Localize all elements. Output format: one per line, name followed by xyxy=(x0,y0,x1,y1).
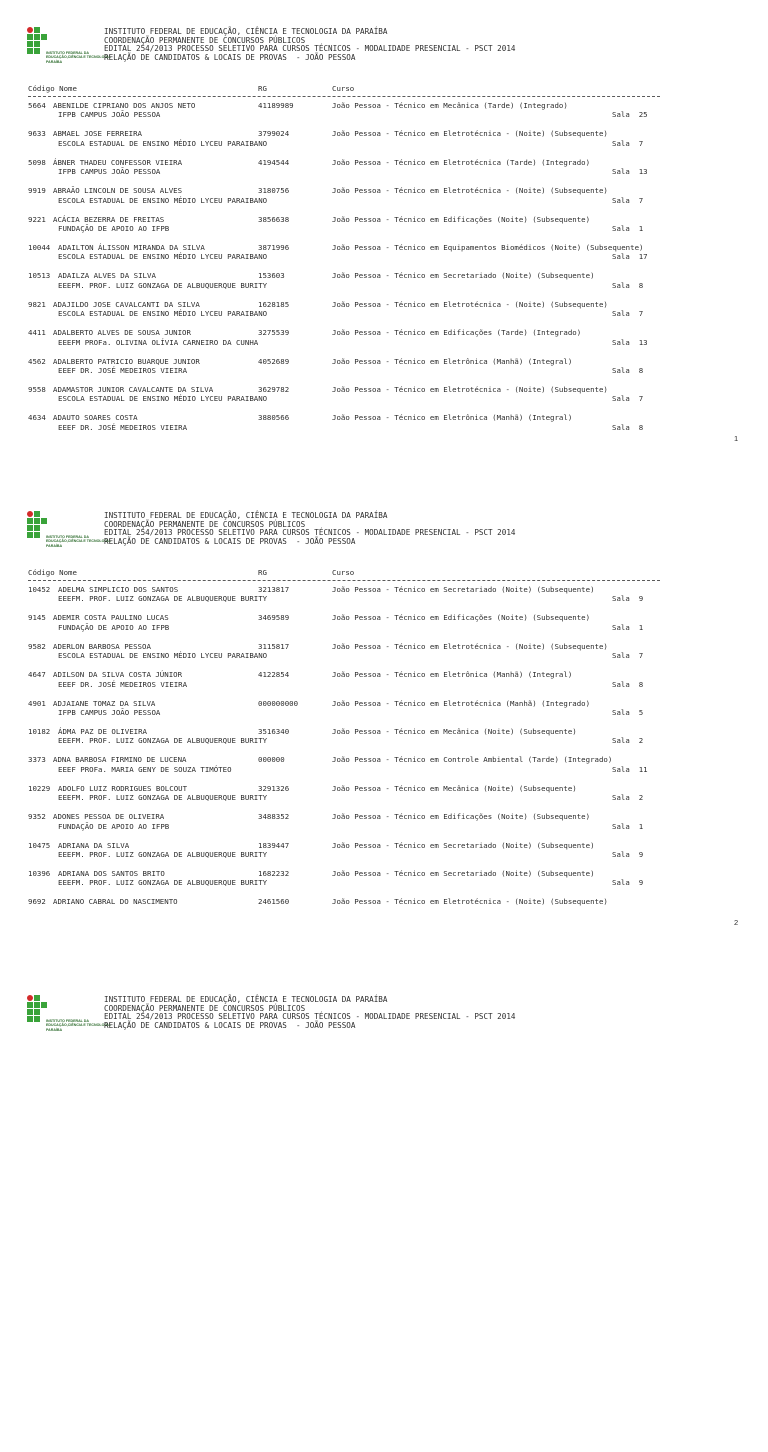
exam-room: Sala 1 xyxy=(612,622,644,632)
candidate-record xyxy=(0,186,768,206)
candidate-name: ADELMA SIMPLICIO DOS SANTOS xyxy=(58,585,179,594)
candidate-rg: 3799024 xyxy=(258,129,290,139)
col-header-rg: RG xyxy=(258,568,267,577)
header-line: RELAÇÃO DE CANDIDATOS & LOCAIS DE PROVAS - JOÃO PESSOA xyxy=(104,52,356,62)
exam-location: EEEFM. PROF. LUIZ GONZAGA DE ALBUQUERQUE BURITY xyxy=(58,594,268,604)
candidate-rg: 4052689 xyxy=(258,356,290,366)
candidate-record xyxy=(0,784,768,804)
candidate-course: João Pessoa - Técnico em Eletrônica (Manhã) (Integral) xyxy=(332,356,573,366)
candidate-code: 10229 xyxy=(28,783,51,793)
col-header-curso: Curso xyxy=(332,84,355,93)
candidate-course: João Pessoa - Técnico em Controle Ambiental (Tarde) (Integrado) xyxy=(332,755,613,765)
logo-square xyxy=(34,1009,40,1015)
exam-room: Sala 13 xyxy=(612,167,648,177)
logo-square xyxy=(27,995,33,1001)
candidate-code: 9582 xyxy=(28,641,46,651)
exam-room: Sala 7 xyxy=(612,195,644,205)
logo-square xyxy=(41,518,47,524)
candidate-rg: 1839447 xyxy=(258,840,290,850)
ifpb-logo xyxy=(27,511,111,548)
candidate-name: ADAMASTOR JUNIOR CAVALCANTE DA SILVA xyxy=(53,385,214,394)
ifpb-logo xyxy=(27,995,111,1032)
logo-square xyxy=(27,1009,33,1015)
logo-square xyxy=(27,27,33,33)
exam-location: ESCOLA ESTADUAL DE ENSINO MÉDIO LYCEU PARAIBANO xyxy=(58,138,268,148)
candidate-record xyxy=(0,129,768,149)
candidate-name: ABENILDE CIPRIANO DOS ANJOS NETO xyxy=(53,101,196,110)
exam-room: Sala 17 xyxy=(612,252,648,262)
candidate-record xyxy=(0,613,768,633)
exam-room: Sala 5 xyxy=(612,707,644,717)
candidate-course: João Pessoa - Técnico em Eletrotécnica - (Noite) (Subsequente) xyxy=(332,385,608,394)
candidate-rg: 3180756 xyxy=(258,186,290,196)
exam-location: ESCOLA ESTADUAL DE ENSINO MÉDIO LYCEU PARAIBANO xyxy=(58,309,268,319)
candidate-code: 5664 xyxy=(28,101,46,110)
exam-room: Sala 9 xyxy=(612,849,644,859)
logo-square xyxy=(34,1016,40,1022)
candidate-course: João Pessoa - Técnico em Edificações (Noite) (Subsequente) xyxy=(332,214,591,224)
logo-square xyxy=(34,525,40,531)
page-number: 2 xyxy=(734,918,739,927)
candidate-code: 9145 xyxy=(28,613,46,623)
exam-room: Sala 8 xyxy=(612,280,644,290)
candidate-record xyxy=(0,841,768,861)
candidate-course: João Pessoa - Técnico em Mecânica (Noite) (Subsequente) xyxy=(332,783,577,793)
header-line: RELAÇÃO DE CANDIDATOS & LOCAIS DE PROVAS - JOÃO PESSOA xyxy=(104,1020,356,1030)
candidate-code: 10475 xyxy=(28,840,51,850)
candidate-record xyxy=(0,300,768,320)
col-header-rg: RG xyxy=(258,84,267,93)
exam-location: EEEFM. PROF. LUIZ GONZAGA DE ALBUQUERQUE BURITY xyxy=(58,280,268,290)
logo-square xyxy=(27,1016,33,1022)
document-page xyxy=(0,0,768,484)
col-header-codigo-nome: Código Nome xyxy=(28,568,77,577)
candidate-name: ABMAEL JOSE FERREIRA xyxy=(53,129,142,139)
candidate-record xyxy=(0,670,768,690)
candidate-code: 5098 xyxy=(28,157,46,167)
exam-room: Sala 8 xyxy=(612,422,644,432)
candidate-name: ADAJILDO JOSE CAVALCANTI DA SILVA xyxy=(53,299,200,309)
candidate-code: 9633 xyxy=(28,129,46,139)
header-line: RELAÇÃO DE CANDIDATOS & LOCAIS DE PROVAS - JOÃO PESSOA xyxy=(104,536,356,546)
candidate-rg: 3516340 xyxy=(258,727,290,736)
candidate-name: ADNA BARBOSA FIRMINO DE LUCENA xyxy=(53,755,187,765)
exam-location: IFPB CAMPUS JOÃO PESSOA xyxy=(58,707,161,717)
candidate-record xyxy=(0,158,768,178)
logo-square xyxy=(34,41,40,47)
candidate-course: João Pessoa - Técnico em Eletrotécnica (Tarde) (Integrado) xyxy=(332,157,591,167)
header-line: COORDENAÇÃO PERMANENTE DE CONCURSOS PÚBLICOS xyxy=(104,35,306,45)
candidate-rg: 4194544 xyxy=(258,157,290,167)
exam-location: EEEF PROFa. MARIA GENY DE SOUZA TIMÓTEO xyxy=(58,764,232,774)
document-page xyxy=(0,968,768,1452)
logo-square xyxy=(27,41,33,47)
candidate-course: João Pessoa - Técnico em Secretariado (Noite) (Subsequente) xyxy=(332,271,595,281)
logo-text: INSTITUTO FEDERAL DA EDUCAÇÃO,CIÊNCIA E TECNOLOGIA PARAÍBA xyxy=(46,51,111,64)
header-line: COORDENAÇÃO PERMANENTE DE CONCURSOS PÚBLICOS xyxy=(104,1003,306,1013)
candidate-rg: 1628185 xyxy=(258,299,290,309)
logo-text: INSTITUTO FEDERAL DA EDUCAÇÃO,CIÊNCIA E TECNOLOGIA PARAÍBA xyxy=(46,1019,111,1032)
candidate-rg: 000000000 xyxy=(258,698,299,708)
exam-room: Sala 7 xyxy=(612,309,644,319)
exam-location: EEEFM. PROF. LUIZ GONZAGA DE ALBUQUERQUE BURITY xyxy=(58,793,268,803)
candidate-name: ADALBERTO ALVES DE SOUSA JUNIOR xyxy=(53,328,191,338)
candidate-rg: 3871996 xyxy=(258,243,290,252)
candidate-course: João Pessoa - Técnico em Mecânica (Tarde) (Integrado) xyxy=(332,101,568,110)
logo-square xyxy=(27,518,33,524)
candidate-code: 9221 xyxy=(28,214,46,224)
logo-square xyxy=(27,511,33,517)
candidate-code: 3373 xyxy=(28,755,46,765)
exam-room: Sala 9 xyxy=(612,594,644,604)
col-header-curso: Curso xyxy=(332,568,355,577)
logo-square xyxy=(34,48,40,54)
candidate-code: 4562 xyxy=(28,356,46,366)
exam-location: EEEF DR. JOSÉ MEDEIROS VIEIRA xyxy=(58,422,188,432)
candidate-code: 4634 xyxy=(28,413,46,423)
candidate-record xyxy=(0,812,768,832)
exam-room: Sala 7 xyxy=(612,651,644,661)
candidate-record xyxy=(0,642,768,662)
exam-room: Sala 11 xyxy=(612,764,648,774)
candidate-name: ADAUTO SOARES COSTA xyxy=(53,413,138,423)
logo-square xyxy=(34,1002,40,1008)
candidate-rg: 3115817 xyxy=(258,641,290,651)
exam-location: EEEFM. PROF. LUIZ GONZAGA DE ALBUQUERQUE BURITY xyxy=(58,849,268,859)
candidate-rg: 3629782 xyxy=(258,385,290,394)
candidate-name: ADRIANA DA SILVA xyxy=(58,840,130,850)
candidate-course: João Pessoa - Técnico em Eletrotécnica - (Noite) (Subsequente) xyxy=(332,641,608,651)
candidate-rg: 3291326 xyxy=(258,783,290,793)
candidate-name: ADRIANA DOS SANTOS BRITO xyxy=(58,869,165,878)
candidate-rg: 2461560 xyxy=(258,897,290,907)
logo-square xyxy=(27,48,33,54)
logo-square xyxy=(34,995,40,1001)
candidate-name: ADILSON DA SILVA COSTA JÚNIOR xyxy=(53,670,183,680)
candidate-rg: 153603 xyxy=(258,271,285,281)
logo-square xyxy=(41,34,47,40)
candidate-record xyxy=(0,755,768,775)
logo-square xyxy=(34,27,40,33)
exam-location: EEEFM PROFa. OLIVINA OLÍVIA CARNEIRO DA CUNHA xyxy=(58,337,259,347)
header-separator xyxy=(28,580,660,581)
header-separator xyxy=(28,96,660,97)
candidate-name: ADOLFO LUIZ RODRIGUES BOLCOUT xyxy=(58,783,188,793)
candidate-rg: 41189989 xyxy=(258,101,294,110)
candidate-record xyxy=(0,215,768,235)
exam-location: EEEFM. PROF. LUIZ GONZAGA DE ALBUQUERQUE BURITY xyxy=(58,736,268,746)
candidate-record xyxy=(0,101,768,121)
candidate-name: ADAILTON ÁLISSON MIRANDA DA SILVA xyxy=(58,243,205,252)
candidate-record xyxy=(0,385,768,405)
candidate-name: ÁDMA PAZ DE OLIVEIRA xyxy=(58,727,147,736)
candidate-code: 10452 xyxy=(28,585,51,594)
candidate-name: ADRIANO CABRAL DO NASCIMENTO xyxy=(53,897,178,907)
institution-title: INSTITUTO FEDERAL DE EDUCAÇÃO, CIÊNCIA E TECNOLOGIA DA PARAÍBA xyxy=(104,27,388,36)
candidate-name: ADAILZA ALVES DA SILVA xyxy=(58,271,156,281)
document-page xyxy=(0,484,768,968)
candidate-record xyxy=(0,243,768,263)
logo-text: INSTITUTO FEDERAL DA EDUCAÇÃO,CIÊNCIA E TECNOLOGIA PARAÍBA xyxy=(46,535,111,548)
exam-room: Sala 8 xyxy=(612,679,644,689)
candidate-rg: 1682232 xyxy=(258,869,290,878)
candidate-code: 4901 xyxy=(28,698,46,708)
exam-location: FUNDAÇÃO DE APOIO AO IFPB xyxy=(58,622,170,632)
candidate-course: João Pessoa - Técnico em Edificações (Noite) (Subsequente) xyxy=(332,613,591,623)
exam-room: Sala 9 xyxy=(612,878,644,888)
candidate-name: ADJAIANE TOMAZ DA SILVA xyxy=(53,698,156,708)
candidate-code: 4647 xyxy=(28,670,46,680)
candidate-course: João Pessoa - Técnico em Eletrônica (Manhã) (Integral) xyxy=(332,670,573,680)
candidate-record xyxy=(0,699,768,719)
candidate-course: João Pessoa - Técnico em Secretariado (Noite) (Subsequente) xyxy=(332,585,595,594)
logo-square xyxy=(41,1002,47,1008)
exam-location: EEEF DR. JOSÉ MEDEIROS VIEIRA xyxy=(58,365,188,375)
candidate-code: 9692 xyxy=(28,897,46,907)
exam-room: Sala 2 xyxy=(612,793,644,803)
candidate-rg: 3275539 xyxy=(258,328,290,338)
candidate-code: 9558 xyxy=(28,385,46,394)
header-line: COORDENAÇÃO PERMANENTE DE CONCURSOS PÚBLICOS xyxy=(104,519,306,529)
header-line: EDITAL 254/2013 PROCESSO SELETIVO PARA CURSOS TÉCNICOS - MODALIDADE PRESENCIAL - PSCT 2014 xyxy=(104,44,516,54)
candidate-record xyxy=(0,328,768,348)
candidate-code: 4411 xyxy=(28,328,46,338)
exam-room: Sala 2 xyxy=(612,736,644,746)
candidate-record xyxy=(0,413,768,433)
candidate-record xyxy=(0,869,768,889)
exam-location: FUNDAÇÃO DE APOIO AO IFPB xyxy=(58,821,170,831)
candidate-rg: 4122854 xyxy=(258,670,290,680)
candidate-code: 9821 xyxy=(28,299,46,309)
logo-square xyxy=(27,525,33,531)
candidate-code: 10182 xyxy=(28,727,51,736)
candidate-course: João Pessoa - Técnico em Eletrotécnica - (Noite) (Subsequente) xyxy=(332,129,608,139)
institution-title: INSTITUTO FEDERAL DE EDUCAÇÃO, CIÊNCIA E TECNOLOGIA DA PARAÍBA xyxy=(104,995,388,1004)
exam-location: EEEF DR. JOSÉ MEDEIROS VIEIRA xyxy=(58,679,188,689)
logo-square xyxy=(34,34,40,40)
candidate-rg: 000000 xyxy=(258,755,285,765)
candidate-course: João Pessoa - Técnico em Eletrotécnica - (Noite) (Subsequente) xyxy=(332,897,608,907)
candidate-course: João Pessoa - Técnico em Secretariado (Noite) (Subsequente) xyxy=(332,840,595,850)
col-header-codigo-nome: Código Nome xyxy=(28,84,77,93)
candidate-name: ADONES PESSOA DE OLIVEIRA xyxy=(53,812,165,822)
exam-location: ESCOLA ESTADUAL DE ENSINO MÉDIO LYCEU PARAIBANO xyxy=(58,195,268,205)
exam-location: IFPB CAMPUS JOÃO PESSOA xyxy=(58,167,161,177)
exam-location: ESCOLA ESTADUAL DE ENSINO MÉDIO LYCEU PARAIBANO xyxy=(58,394,268,404)
candidate-code: 9919 xyxy=(28,186,46,196)
candidate-course: João Pessoa - Técnico em Eletrotécnica (Manhã) (Integrado) xyxy=(332,698,591,708)
candidate-record xyxy=(0,271,768,291)
logo-square xyxy=(27,34,33,40)
candidate-code: 9352 xyxy=(28,812,46,822)
exam-room: Sala 1 xyxy=(612,821,644,831)
candidate-record xyxy=(0,357,768,377)
exam-room: Sala 8 xyxy=(612,365,644,375)
exam-location: FUNDAÇÃO DE APOIO AO IFPB xyxy=(58,223,170,233)
exam-room: Sala 1 xyxy=(612,223,644,233)
candidate-name: ABRAÃO LINCOLN DE SOUSA ALVES xyxy=(53,186,183,196)
exam-room: Sala 7 xyxy=(612,394,644,404)
candidate-course: João Pessoa - Técnico em Edificações (Tarde) (Integrado) xyxy=(332,328,582,338)
exam-location: IFPB CAMPUS JOÃO PESSOA xyxy=(58,110,161,120)
exam-room: Sala 7 xyxy=(612,138,644,148)
candidate-rg: 3469589 xyxy=(258,613,290,623)
ifpb-logo xyxy=(27,27,111,64)
candidate-course: João Pessoa - Técnico em Edificações (Noite) (Subsequente) xyxy=(332,812,591,822)
candidate-code: 10513 xyxy=(28,271,51,281)
candidate-rg: 3856638 xyxy=(258,214,290,224)
candidate-code: 10044 xyxy=(28,243,51,252)
header-line: EDITAL 254/2013 PROCESSO SELETIVO PARA CURSOS TÉCNICOS - MODALIDADE PRESENCIAL - PSCT 2014 xyxy=(104,1012,516,1022)
candidate-course: João Pessoa - Técnico em Eletrotécnica - (Noite) (Subsequente) xyxy=(332,299,608,309)
exam-room: Sala 25 xyxy=(612,110,648,120)
candidate-course: João Pessoa - Técnico em Eletrotécnica - (Noite) (Subsequente) xyxy=(332,186,608,196)
candidate-rg: 3488352 xyxy=(258,812,290,822)
candidate-record xyxy=(0,897,768,917)
exam-location: ESCOLA ESTADUAL DE ENSINO MÉDIO LYCEU PARAIBANO xyxy=(58,252,268,262)
candidate-course: João Pessoa - Técnico em Mecânica (Noite) (Subsequente) xyxy=(332,727,577,736)
logo-square xyxy=(34,518,40,524)
logo-square xyxy=(34,532,40,538)
candidate-record xyxy=(0,585,768,605)
exam-room: Sala 13 xyxy=(612,337,648,347)
logo-square xyxy=(27,1002,33,1008)
exam-location: EEEFM. PROF. LUIZ GONZAGA DE ALBUQUERQUE BURITY xyxy=(58,878,268,888)
page-number: 1 xyxy=(734,434,739,443)
candidate-name: ADALBERTO PATRICIO BUARQUE JUNIOR xyxy=(53,356,200,366)
exam-location: ESCOLA ESTADUAL DE ENSINO MÉDIO LYCEU PARAIBANO xyxy=(58,651,268,661)
candidate-name: ÁBNER THADEU CONFESSOR VIEIRA xyxy=(53,157,183,167)
candidate-course: João Pessoa - Técnico em Equipamentos Biomédicos (Noite) (Subsequente) xyxy=(332,243,644,252)
institution-title: INSTITUTO FEDERAL DE EDUCAÇÃO, CIÊNCIA E TECNOLOGIA DA PARAÍBA xyxy=(104,511,388,520)
candidate-record xyxy=(0,727,768,747)
candidate-course: João Pessoa - Técnico em Secretariado (Noite) (Subsequente) xyxy=(332,869,595,878)
candidate-course: João Pessoa - Técnico em Eletrônica (Manhã) (Integral) xyxy=(332,413,573,423)
candidate-rg: 3213817 xyxy=(258,585,290,594)
logo-square xyxy=(34,511,40,517)
candidate-code: 10396 xyxy=(28,869,51,878)
candidate-name: ACÁCIA BEZERRA DE FREITAS xyxy=(53,214,165,224)
candidate-name: ADEMIR COSTA PAULINO LUCAS xyxy=(53,613,169,623)
header-line: EDITAL 254/2013 PROCESSO SELETIVO PARA CURSOS TÉCNICOS - MODALIDADE PRESENCIAL - PSCT 2014 xyxy=(104,528,516,538)
candidate-name: ADERLON BARBOSA PESSOA xyxy=(53,641,151,651)
candidate-rg: 3880566 xyxy=(258,413,290,423)
logo-square xyxy=(27,532,33,538)
